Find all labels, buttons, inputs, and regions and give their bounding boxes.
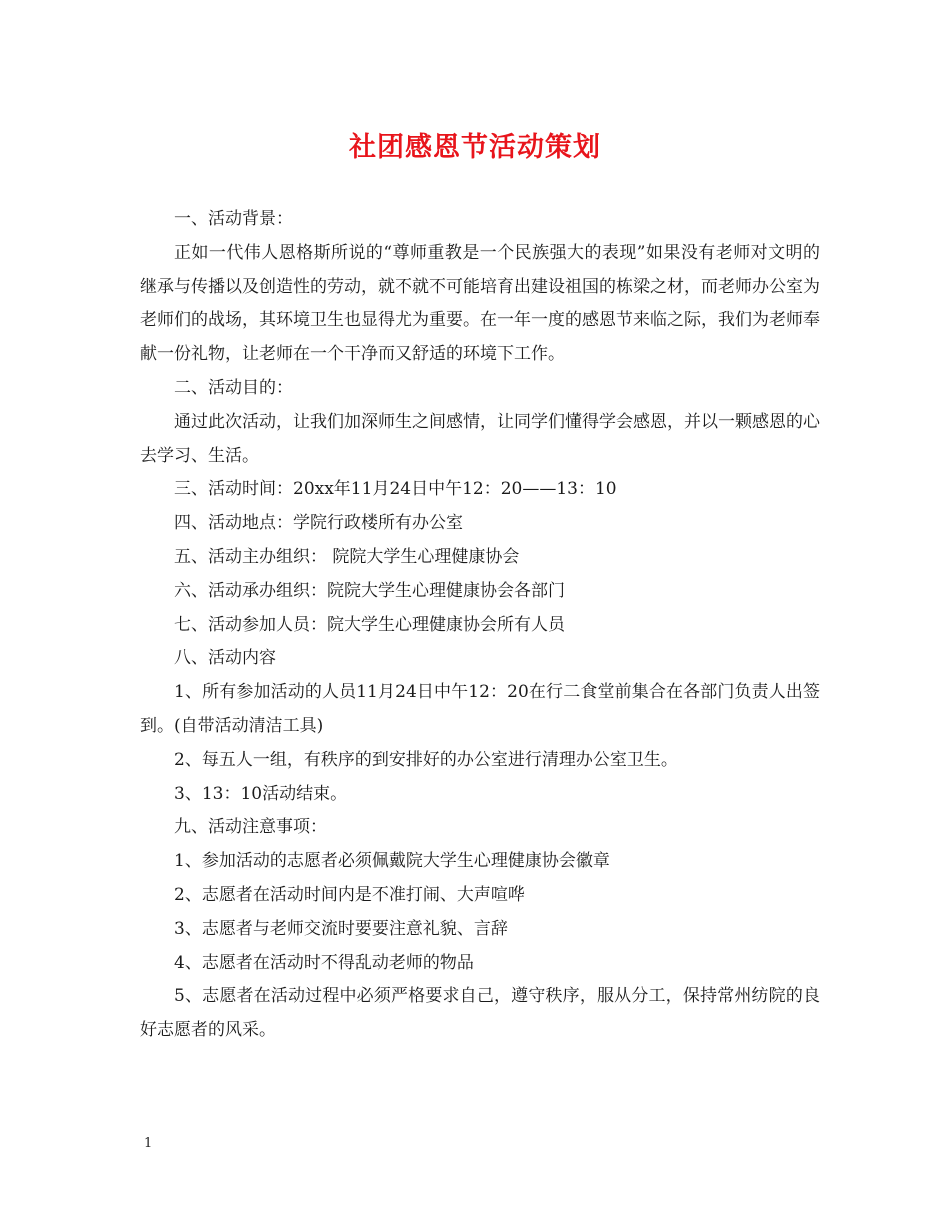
activity-organizer: 五、活动主办组织： 院院大学生心理健康协会 xyxy=(174,546,520,567)
section-heading-content: 八、活动内容 xyxy=(174,648,276,669)
page-number: 1 xyxy=(144,1136,153,1151)
activity-co-organizer: 六、活动承办组织：院院大学生心理健康协会各部门 xyxy=(174,580,565,601)
content-item: 1、所有参加活动的人员11月24日中午12：20在行二食堂前集合在各部门负责人出签到。(自带活动清洁工具) xyxy=(140,682,820,736)
activity-location: 四、活动地点：学院行政楼所有办公室 xyxy=(174,513,463,534)
section-heading-notes: 九、活动注意事项： xyxy=(174,817,327,838)
section-heading-background: 一、活动背景： xyxy=(174,209,293,229)
content-item: 2、每五人一组，有秩序的到安排好的办公室进行清理办公室卫生。 xyxy=(174,749,678,770)
background-paragraph: 正如一代伟人恩格斯所说的“尊师重教是一个民族强大的表现”如果没有老师对文明的继承与传播以及创造性的劳动，就不就不可能培育出建设祖国的栋梁之材，而老师办公室为老师们的战场，其环境卫生也显得尤为重要。在一年一度的感恩节来临之际，我们为老师奉献一份礼物，让老师在一个干净而又舒适的环境下工作。 xyxy=(140,242,820,365)
note-item: 1、参加活动的志愿者必须佩戴院大学生心理健康协会徽章 xyxy=(174,851,610,872)
note-item: 4、志愿者在活动时不得乱动老师的物品 xyxy=(174,952,474,973)
note-item: 2、志愿者在活动时间内是不准打闹、大声喧哗 xyxy=(174,884,525,905)
note-item: 3、志愿者与老师交流时要要注意礼貌、言辞 xyxy=(174,918,508,939)
document-title: 社团感恩节活动策划 xyxy=(349,132,601,163)
section-heading-purpose: 二、活动目的： xyxy=(174,377,293,398)
note-item: 5、志愿者在活动过程中必须严格要求自己，遵守秩序，服从分工，保持常州纺院的良好志愿者的风采。 xyxy=(140,986,820,1041)
purpose-paragraph: 通过此次活动，让我们加深师生之间感情，让同学们懂得学会感恩，并以一颗感恩的心去学习、生活。 xyxy=(140,411,820,466)
activity-participants: 七、活动参加人员：院大学生心理健康协会所有人员 xyxy=(174,614,565,635)
activity-time: 三、活动时间：20xx年11月24日中午12：20——13：10 xyxy=(174,479,617,500)
content-item: 3、13：10活动结束。 xyxy=(174,783,348,804)
document-body xyxy=(140,203,820,1048)
